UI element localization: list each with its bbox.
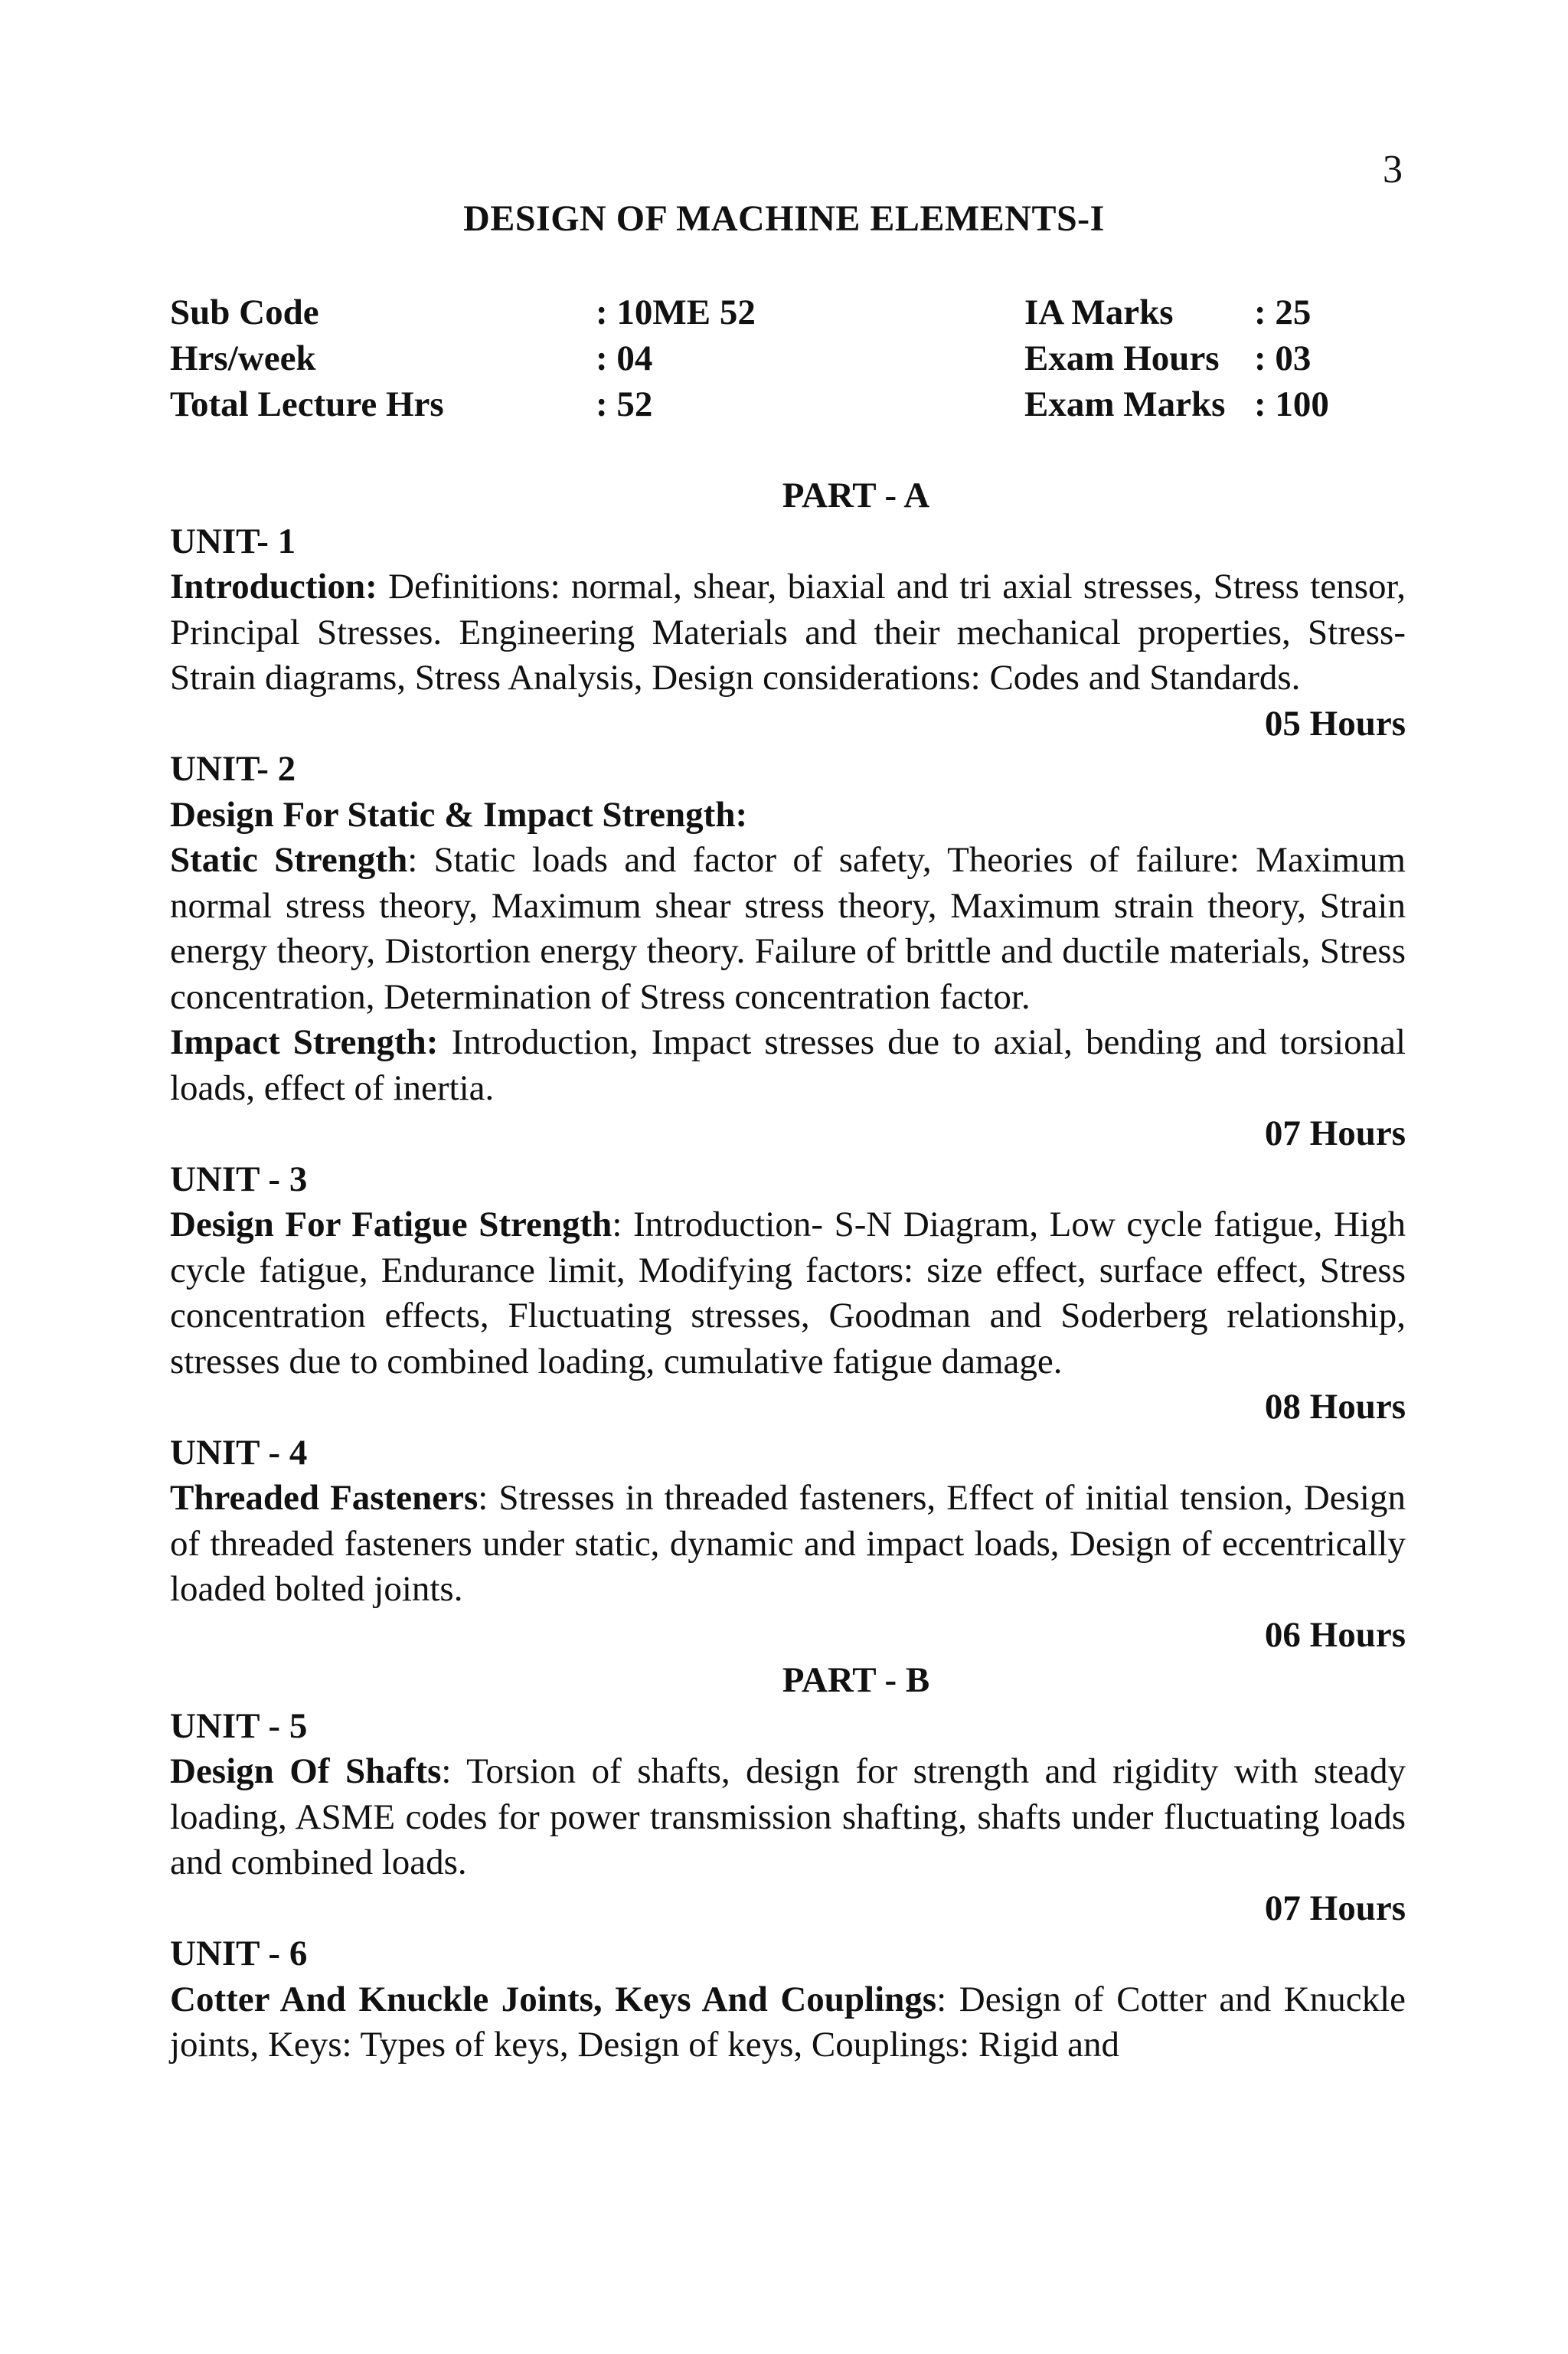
unit-description [170, 1749, 1406, 1886]
topic-text: : Torsion of shafts, design for strength and rigidity with steady loading, ASME codes for power transmission shafting, shafts under fluctuating loads and combined loads. [170, 1751, 1406, 1882]
unit-title: UNIT - 5 [170, 1705, 308, 1746]
part-b-heading: PART - B [782, 1660, 930, 1700]
course-meta-table [170, 289, 1410, 427]
unit-description [170, 564, 1406, 701]
unit-4-section [170, 1430, 1406, 1659]
unit-2-section [170, 747, 1406, 1157]
meta-row-hrs-week [170, 335, 1410, 381]
unit-description [170, 1977, 1406, 2068]
meta-label: Exam Hours [1024, 338, 1220, 378]
meta-row-total-lecture-hrs [170, 381, 1410, 427]
topic-text: Definitions: normal, shear, biaxial and tri axial stresses, Stress tensor, Principal Stresses. Engineering Materials and their mechanical properties, Stress-Strain diagrams, Stress Analysis, Design considerations: Codes and Standards. [170, 567, 1406, 698]
unit-description [170, 1202, 1406, 1385]
meta-value: : 100 [1254, 384, 1329, 424]
topic-heading: Design For Fatigue Strength [170, 1205, 612, 1244]
unit-hours: 05 Hours [1264, 703, 1406, 744]
topic-heading: Impact Strength: [170, 1022, 439, 1062]
unit-title: UNIT - 4 [170, 1432, 308, 1473]
meta-label: Total Lecture Hrs [170, 384, 444, 424]
topic-text: : Introduction- S-N Diagram, Low cycle fatigue, High cycle fatigue, Endurance limit, Modifying factors: size effect, surface effect, Stress concentration effects, Fluctuating stresses, Goodman and Soderberg relationship, stresses due to combined loading, cumulative fatigue damage. [170, 1205, 1406, 1381]
unit-hours: 06 Hours [1264, 1614, 1406, 1655]
meta-row-sub-code [170, 289, 1410, 335]
meta-label: Exam Marks [1024, 384, 1226, 424]
unit-title: UNIT - 6 [170, 1934, 308, 1973]
topic-text: : Static loads and factor of safety, Theories of failure: Maximum normal stress theory, Maximum shear stress theory, Maximum strain theory, Strain energy theory, Distortion energy theory. Failure of brittle and ductile materials, Stress concentration, Determination of Stress concentration factor. [170, 840, 1406, 1017]
unit-5-section [170, 1704, 1406, 1932]
unit-title: UNIT - 3 [170, 1159, 308, 1199]
meta-label: Hrs/week [170, 338, 316, 378]
topic-text: : Stresses in threaded fasteners, Effect of initial tension, Design of threaded fasteners under static, dynamic and impact loads, Design of eccentrically loaded bolted joints. [170, 1478, 1406, 1609]
unit-subtitle: Design For Static & Impact Strength: [170, 794, 748, 835]
topic-text: : Design of Cotter and Knuckle joints, Keys: Types of keys, Design of keys, Couplings: Rigid and [170, 1979, 1406, 2065]
meta-value: : 52 [596, 384, 653, 424]
page-number: 3 [1383, 148, 1403, 191]
part-a-heading: PART - A [782, 476, 930, 515]
unit-description [170, 1476, 1406, 1613]
unit-description [170, 838, 1406, 1020]
topic-heading: Threaded Fasteners [170, 1478, 479, 1518]
unit-hours: 07 Hours [1264, 1888, 1406, 1928]
unit-hours: 07 Hours [1264, 1113, 1406, 1153]
unit-title: UNIT- 2 [170, 749, 296, 789]
unit-1-section [170, 519, 1406, 747]
unit-title: UNIT- 1 [170, 521, 296, 561]
syllabus-content [170, 473, 1406, 2068]
meta-label: Sub Code [170, 293, 319, 332]
document-title: DESIGN OF MACHINE ELEMENTS-I [463, 198, 1105, 239]
meta-value: : 10ME 52 [596, 293, 756, 332]
unit-hours: 08 Hours [1264, 1387, 1406, 1427]
meta-label: IA Marks [1024, 293, 1174, 332]
unit-description [170, 1020, 1406, 1111]
topic-heading: Static Strength [170, 840, 408, 880]
meta-value: : 25 [1254, 293, 1312, 332]
topic-heading: Design Of Shafts [170, 1751, 442, 1791]
topic-heading: Introduction: [170, 567, 377, 606]
topic-heading: Cotter And Knuckle Joints, Keys And Couplings [170, 1979, 937, 2019]
meta-value: : 03 [1254, 338, 1312, 378]
unit-3-section [170, 1157, 1406, 1430]
unit-6-section [170, 1931, 1406, 2068]
topic-text: Introduction, Impact stresses due to axial, bending and torsional loads, effect of inertia. [170, 1022, 1406, 1108]
meta-value: : 04 [596, 338, 653, 378]
